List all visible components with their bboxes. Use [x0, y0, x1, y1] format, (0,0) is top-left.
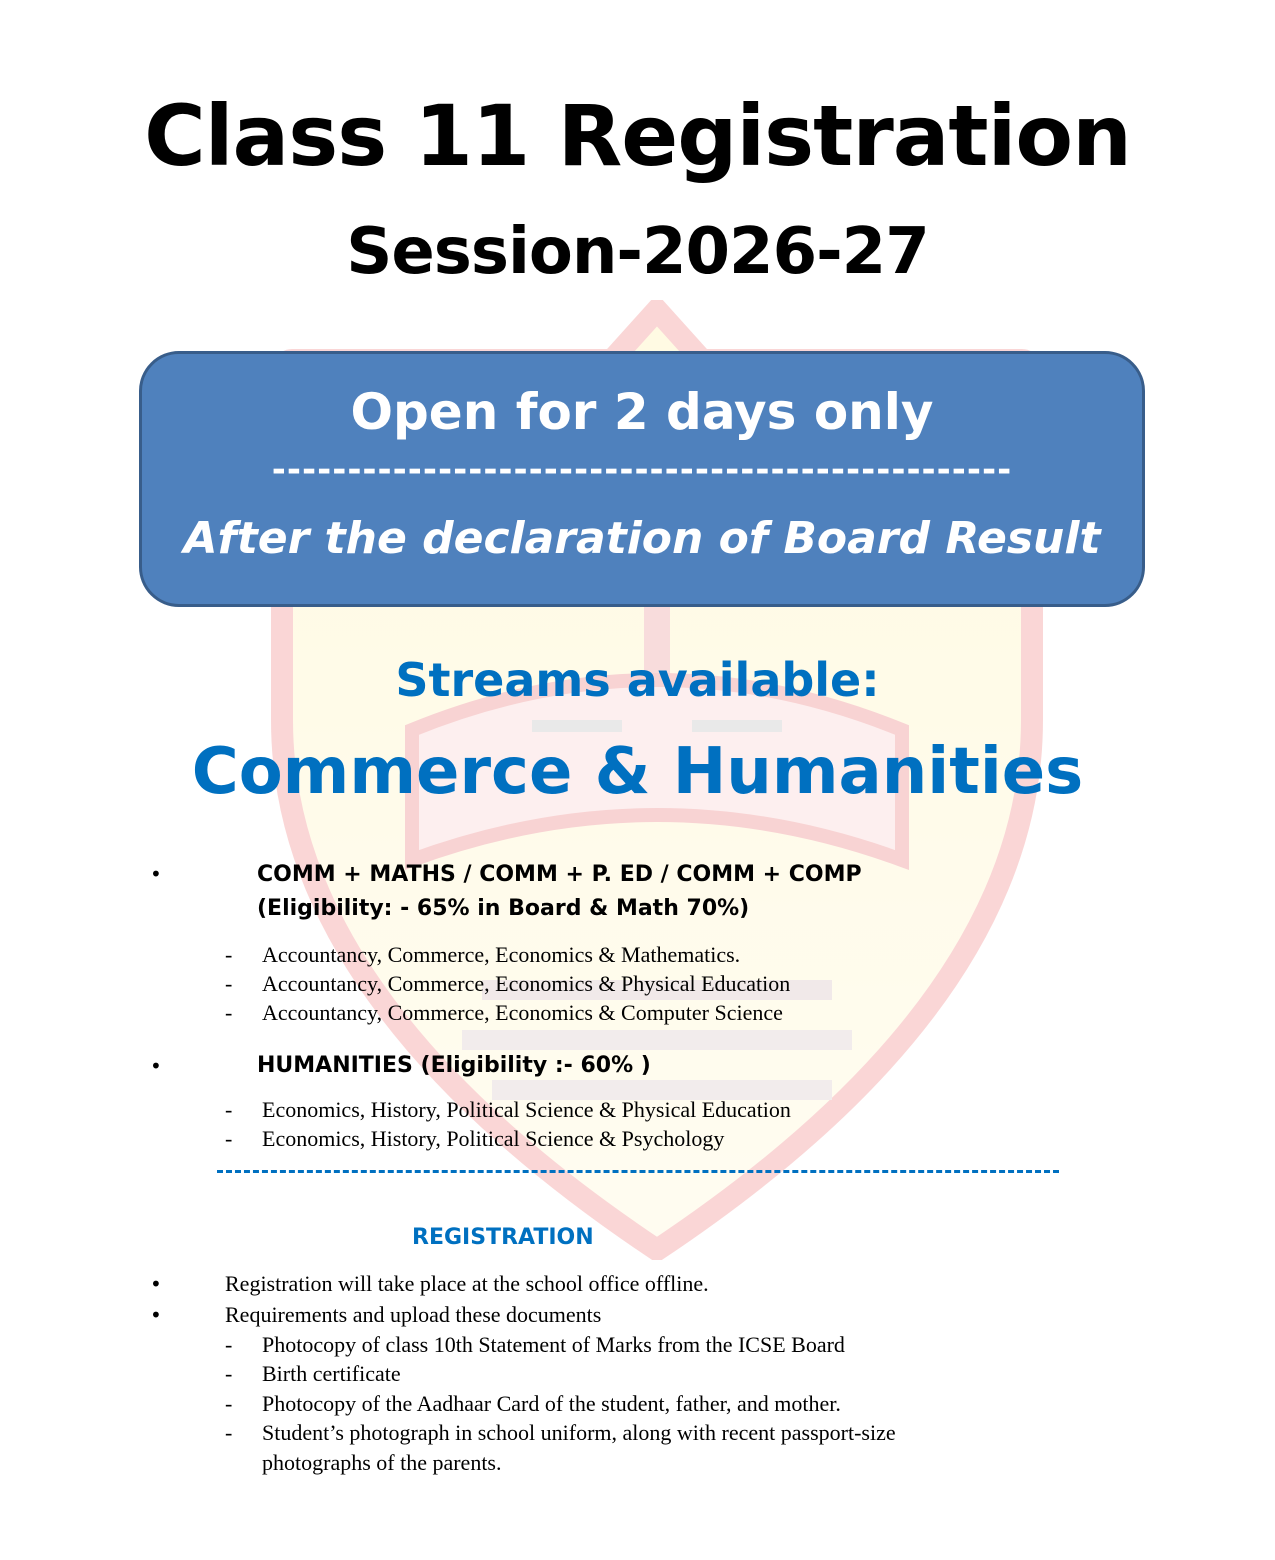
list-item: - Economics, History, Political Science & Psychology — [225, 1126, 725, 1151]
streams-value: Commerce & Humanities — [191, 735, 1084, 809]
dash-icon: - — [225, 1391, 233, 1416]
registration-window-banner — [139, 351, 1145, 607]
document-item: - Photocopy of class 10th Statement of Marks from the ICSE Board — [225, 1330, 845, 1360]
dash-icon: - — [225, 1097, 233, 1122]
dash-icon: - — [225, 971, 233, 996]
document-item: - Birth certificate — [225, 1359, 401, 1389]
banner-subline: After the declaration of Board Result — [183, 513, 1101, 564]
group-title: COMM + MATHS / COMM + P. ED / COMM + COMP — [257, 862, 862, 887]
dash-icon: - — [225, 1361, 233, 1386]
session-title: Session-2026-27 — [346, 215, 929, 289]
group-title: HUMANITIES (Eligibility :- 60% ) — [257, 1053, 651, 1078]
page-title: Class 11 Registration — [144, 87, 1131, 185]
dash-icon: - — [225, 942, 233, 967]
list-item: - Accountancy, Commerce, Economics & Physical Education — [225, 971, 791, 996]
document-item: - Photocopy of the Aadhaar Card of the student, father, and mother. — [225, 1389, 841, 1419]
list-item: - Accountancy, Commerce, Economics & Computer Science — [225, 1000, 783, 1025]
bullet-icon: • — [150, 1272, 162, 1296]
list-item: Registration will take place at the school office offline. — [225, 1271, 709, 1296]
registration-heading: REGISTRATION — [412, 1225, 594, 1250]
section-divider — [217, 1170, 1059, 1173]
list-item: - Accountancy, Commerce, Economics & Mathematics. — [225, 942, 741, 967]
document-item: - Student’s photograph in school uniform, along with recent passport-size photographs of the parents. — [225, 1420, 896, 1475]
bullet-icon: • — [150, 1054, 162, 1078]
streams-label: Streams available: — [395, 653, 880, 707]
list-item: Requirements and upload these documents — [225, 1302, 602, 1327]
dash-icon: - — [225, 1420, 233, 1445]
dash-icon: - — [225, 1126, 233, 1151]
banner-headline: Open for 2 days only — [350, 383, 934, 441]
group-eligibility: (Eligibility: - 65% in Board & Math 70%) — [257, 896, 750, 921]
list-item: - Economics, History, Political Science & Physical Education — [225, 1097, 791, 1122]
bullet-icon: • — [150, 862, 162, 886]
dash-icon: - — [225, 1332, 233, 1357]
dash-icon: - — [225, 1000, 233, 1025]
bullet-icon: • — [150, 1303, 162, 1327]
banner-separator: ------------------------------------------------- — [271, 450, 1013, 490]
